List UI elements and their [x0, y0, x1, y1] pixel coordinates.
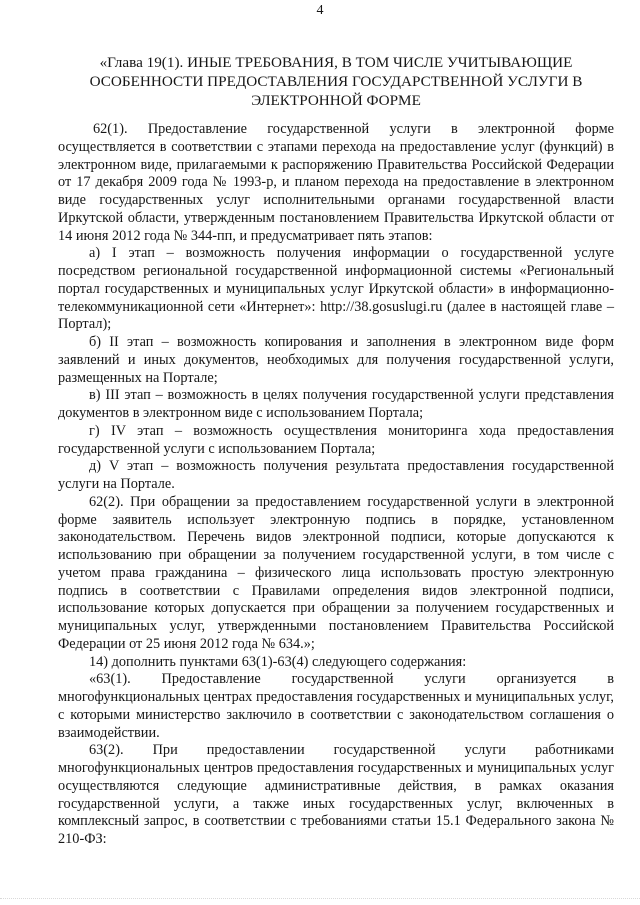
paragraph-62-2: 62(2). При обращении за предоставлением государственной услуги в электронной форме заявитель использует электронную подпись в порядке, установленном законодательством. Перечень видов электронной подписи, которые допускаются к использованию при обращении за получением государственной услуги, в том числе с учетом права гражданина – физического лица использовать простую электронную подпись в соответствии с Правилами определения видов электронной подписи, использование которых допускается при обращении за получением государственных и муниципальных услуг, утвержденными постановлением Правительства Российской Федерации от 25 июня 2012 года № 634.»; [58, 493, 614, 652]
paragraph-item-14: 14) дополнить пунктами 63(1)-63(4) следующего содержания: [89, 653, 467, 670]
paragraph-stage-2: б) II этап – возможность копирования и заполнения в электронном виде форм заявлений и иных документов, необходимых для получения государственной услуги, размещенных на Портале; [58, 334, 614, 386]
chapter-title: «Глава 19(1). ИНЫЕ ТРЕБОВАНИЯ, В ТОМ ЧИСЛЕ УЧИТЫВАЮЩИЕ ОСОБЕННОСТИ ПРЕДОСТАВЛЕНИЯ ГОСУДАРСТВЕННОЙ УСЛУГИ В ЭЛЕКТРОННОЙ ФОРМЕ [89, 54, 583, 110]
scan-edge-marks [0, 898, 640, 902]
page-number: 4 [316, 3, 324, 18]
paragraph-stage-5: д) V этап – возможность получения результата предоставления государственной услуги на Портале. [58, 458, 614, 492]
paragraph-stage-4: г) IV этап – возможность осуществления мониторинга хода предоставления государственной услуги с использованием Портала; [58, 422, 614, 457]
document-body [58, 121, 614, 849]
paragraph-stage-3: в) III этап – возможность в целях получения государственной услуги представления документов в электронном виде с использованием Портала; [58, 387, 614, 421]
paragraph-63-1: «63(1). Предоставление государственной услуги организуется в многофункциональных центрах предоставления государственных и муниципальных услуг, с которыми министерство заключило в соответствии с законодательством соглашения о взаимодействии. [58, 671, 614, 741]
paragraph-62-1: 62(1). Предоставление государственной услуги в электронной форме осуществляется в соответствии с этапами перехода на предоставление услуг (функций) в электронном виде, прилагаемыми к распоряжению Правительства Российской Федерации от 17 декабря 2009 года № 1993-р, и планом перехода на предоставление в электронном виде государственных услуг исполнительными органами государственной власти Иркутской области, утвержденным постановлением Правительства Иркутской области от 14 июня 2012 года № 344-пп, и предусматривает пять этапов: [58, 121, 614, 244]
paragraph-63-2: 63(2). При предоставлении государственной услуги работниками многофункциональных центров предоставления государственных и муниципальных услуг осуществляются следующие административные действия, в рамках оказания государственной услуги, а также иных государственных услуг, включенных в комплексный запрос, в соответствии с требованиями статьи 15.1 Федерального закона № 210-ФЗ: [58, 742, 614, 847]
paragraph-stage-1: а) I этап – возможность получения информации о государственной услуге посредством региональной государственной информационной системы «Региональный портал государственных и муниципальных услуг Иркутской области» в информационно-телекоммуникационной сети «Интернет»: http://38.gosuslugi.ru (далее в настоящей главе – Портал); [58, 245, 614, 333]
